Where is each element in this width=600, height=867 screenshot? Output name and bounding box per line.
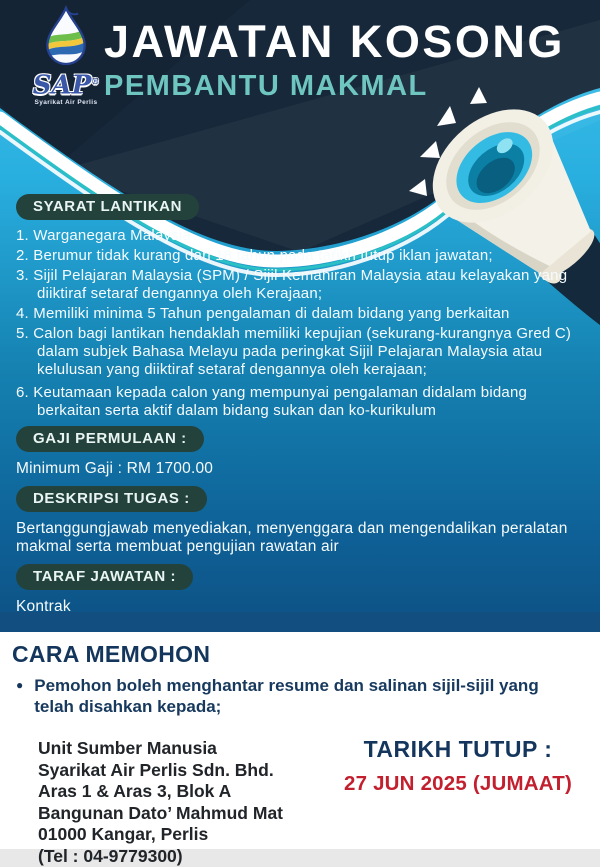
syarat-list [16,227,590,420]
gaji-text: Minimum Gaji : RM 1700.00 [16,460,590,479]
header-titles [104,18,565,102]
registered-mark: ® [91,76,99,86]
syarat-item: 4. Memiliki minima 5 Tahun pengalaman di dalam bidang yang berkaitan [16,305,590,323]
syarat-item: 5. Calon bagi lantikan hendaklah memiliki kepujian (sekurang-kurangnya Gred C) dalam subjek Bahasa Melayu pada peringkat Sijil Pelajaran Malaysia atau kelulusan yang diiktiraf setaraf dengannya oleh kerajaan; [16,325,590,379]
deskripsi-badge: DESKRIPSI TUGAS : [16,486,207,512]
address-line: (Tel : 04-9779300) [38,846,600,867]
logo-text: SAP® [18,69,114,98]
logo-subtext: Syarikat Air Perlis [18,99,114,106]
water-droplet-icon [38,6,94,66]
tarikh-tutup-date: 27 JUN 2025 (JUMAAT) [330,772,586,796]
bullet-text: Pemohon boleh menghantar resume dan salinan sijil-sijil yang telah disahkan kepada; [34,675,546,717]
page-title: JAWATAN KOSONG [104,18,565,66]
syarat-item: 2. Berumur tidak kurang dari 18 tahun pada tarikh tutup iklan jawatan; [16,247,590,265]
bullet-row [16,675,600,717]
address-line: Syarikat Air Perlis Sdn. Bhd. [38,760,600,782]
address-line: Unit Sumber Manusia [38,738,600,760]
main-copy [16,194,590,623]
bullet-icon: ● [16,675,23,717]
deskripsi-text: Bertanggungjawab menyediakan, menyenggara dan mengendalikan peralatan makmal serta membuat pengujian rawatan air [16,520,590,557]
gaji-badge: GAJI PERMULAAN : [16,426,204,452]
cara-memohon-heading: CARA MEMOHON [12,641,600,668]
syarat-badge: SYARAT LANTIKAN [16,194,199,220]
sap-logo [18,6,114,106]
taraf-text: Kontrak [16,598,590,617]
tarikh-tutup-label: TARIKH TUTUP : [330,736,586,763]
taraf-badge: TARAF JAWATAN : [16,564,193,590]
syarat-item: 3. Sijil Pelajaran Malaysia (SPM) / Sijil Kemahiran Malaysia atau kelayakan yang diiktiraf setaraf dengannya oleh Kerajaan; [16,267,590,303]
syarat-item: 1. Warganegara Malaysia [16,227,590,245]
closing-block [330,736,586,796]
address-line: Aras 1 & Aras 3, Blok A [38,781,600,803]
address-line: Bangunan Dato’ Mahmud Mat [38,803,600,825]
address-line: 01000 Kangar, Perlis [38,824,600,846]
page-subtitle: PEMBANTU MAKMAL [104,70,565,102]
syarat-item: 6. Keutamaan kepada calon yang mempunyai pengalaman didalam bidang berkaitan serta aktif dalam bidang sukan dan ko-kurikulum [16,384,590,420]
bottom-section [0,632,600,849]
